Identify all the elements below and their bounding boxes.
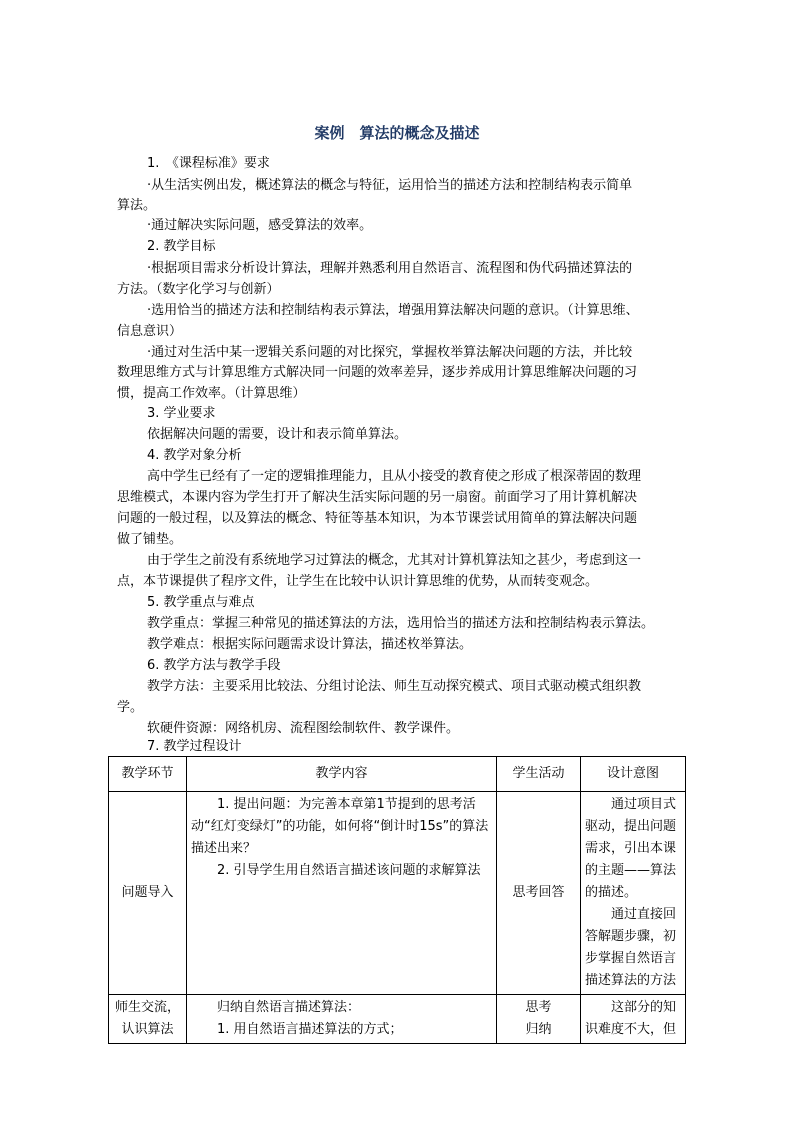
paragraph-line: 惯，提高工作效率。（计算思维）	[117, 386, 306, 401]
content-paragraph: 1. 用自然语言描述算法的方式；	[217, 1022, 403, 1037]
header-cell: 设计意图	[581, 757, 686, 792]
header-cell: 教学环节	[109, 757, 187, 792]
paragraph-line: 点，本节课提供了程序文件，让学生在比较中认识计算思维的优势，从而转变观念。	[117, 574, 599, 589]
intent-cell	[581, 995, 686, 1044]
paragraph-line: 教学方法：主要采用比较法、分组讨论法、师生互动探究模式、项目式驱动模式组织教	[147, 679, 642, 694]
content-cell	[187, 792, 497, 995]
table-row	[109, 995, 686, 1044]
paragraph-line: ·从生活实例出发，概述算法的概念与特征，运用恰当的描述方法和控制结构表示简单	[147, 178, 633, 193]
paragraph-line: 思维模式，本课内容为学生打开了解决生活实际问题的另一扇窗。前面学习了用计算机解决	[117, 490, 638, 505]
paragraph-line: 由于学生之前没有系统地学习过算法的概念，尤其对计算机算法知之甚少，考虑到这一	[147, 553, 642, 568]
stage-line: 师生交流，	[114, 1000, 180, 1015]
header-cell: 学生活动	[497, 757, 581, 792]
paragraph-line: 做了铺垫。	[117, 532, 183, 547]
paragraph-line: 方法。（数字化学习与创新）	[117, 282, 280, 297]
content-paragraph: 1. 提出问题：为完善本章第1节提到的思考活动“红灯变绿灯”的功能，如何将“倒计时15s”的算法描述出来？	[191, 797, 489, 856]
paragraph-line: ·通过对生活中某一逻辑关系问题的对比探究，掌握枚举算法解决问题的方法，并比较	[147, 345, 633, 360]
intent-paragraph: 这部分的知识难度不大，但	[585, 1000, 677, 1037]
activity-line: 思考	[525, 1000, 552, 1015]
header-cell: 教学内容	[187, 757, 497, 792]
section-heading-6: 6. 教学方法与教学手段	[147, 658, 281, 673]
section-heading-2: 2. 教学目标	[147, 239, 216, 254]
paragraph-line: 高中学生已经有了一定的逻辑推理能力，且从小接受的教育使之形成了根深蒂固的数理	[147, 469, 642, 484]
section-heading-3: 3. 学业要求	[147, 406, 216, 421]
intent-cell	[581, 792, 686, 995]
content-cell	[187, 995, 497, 1044]
paragraph-line: 软硬件资源：网络机房、流程图绘制软件、教学课件。	[147, 721, 460, 736]
content-paragraph: 归纳自然语言描述算法：	[217, 1000, 361, 1015]
lesson-process-table	[108, 756, 686, 1044]
paragraph-line: 教学重点：掌握三种常见的描述算法的方法，选用恰当的描述方法和控制结构表示算法。	[147, 616, 655, 631]
activity-cell	[497, 995, 581, 1044]
section-heading-1: 1. 《课程标准》要求	[147, 156, 270, 171]
table-header-row	[109, 757, 686, 792]
intent-paragraph: 通过直接回答解题步骤，初步掌握自然语言描述算法的方法	[585, 907, 677, 988]
table-row	[109, 792, 686, 995]
intent-paragraph: 通过项目式驱动，提出问题需求，引出本课的主题——算法的描述。	[585, 797, 677, 900]
paragraph-line: 问题的一般过程，以及算法的概念、特征等基本知识，为本节课尝试用简单的算法解决问题	[117, 511, 638, 526]
paragraph-line: 学。	[117, 700, 144, 715]
paragraph-line: 数理思维方式与计算思维方式解决同一问题的效率差异，逐步养成用计算思维解决问题的习	[117, 365, 638, 380]
activity-cell: 思考回答	[497, 792, 581, 995]
content-paragraph: 2. 引导学生用自然语言描述该问题的求解算法	[217, 863, 481, 878]
section-heading-5: 5. 教学重点与难点	[147, 595, 255, 610]
section-heading-4: 4. 教学对象分析	[147, 448, 242, 463]
paragraph-line: ·根据项目需求分析设计算法，理解并熟悉利用自然语言、流程图和伪代码描述算法的	[147, 261, 633, 276]
paragraph-line: 教学难点：根据实际问题需求设计算法，描述枚举算法。	[147, 637, 473, 652]
paragraph-line: 依据解决问题的需要，设计和表示简单算法。	[147, 427, 408, 442]
activity-line: 归纳	[525, 1022, 552, 1037]
paragraph-line: 信息意识）	[117, 324, 183, 339]
page-title: 案例 算法的概念及描述	[314, 124, 480, 142]
paragraph-line: 算法。	[117, 198, 157, 213]
section-heading-7: 7. 教学过程设计	[147, 739, 242, 754]
paragraph-line: ·选用恰当的描述方法和控制结构表示算法，增强用算法解决问题的意识。（计算思维、	[147, 303, 639, 318]
paragraph-line: ·通过解决实际问题，感受算法的效率。	[147, 218, 373, 233]
stage-cell: 问题导入	[109, 792, 187, 995]
stage-line: 认识算法	[121, 1022, 174, 1037]
stage-cell	[109, 995, 187, 1044]
